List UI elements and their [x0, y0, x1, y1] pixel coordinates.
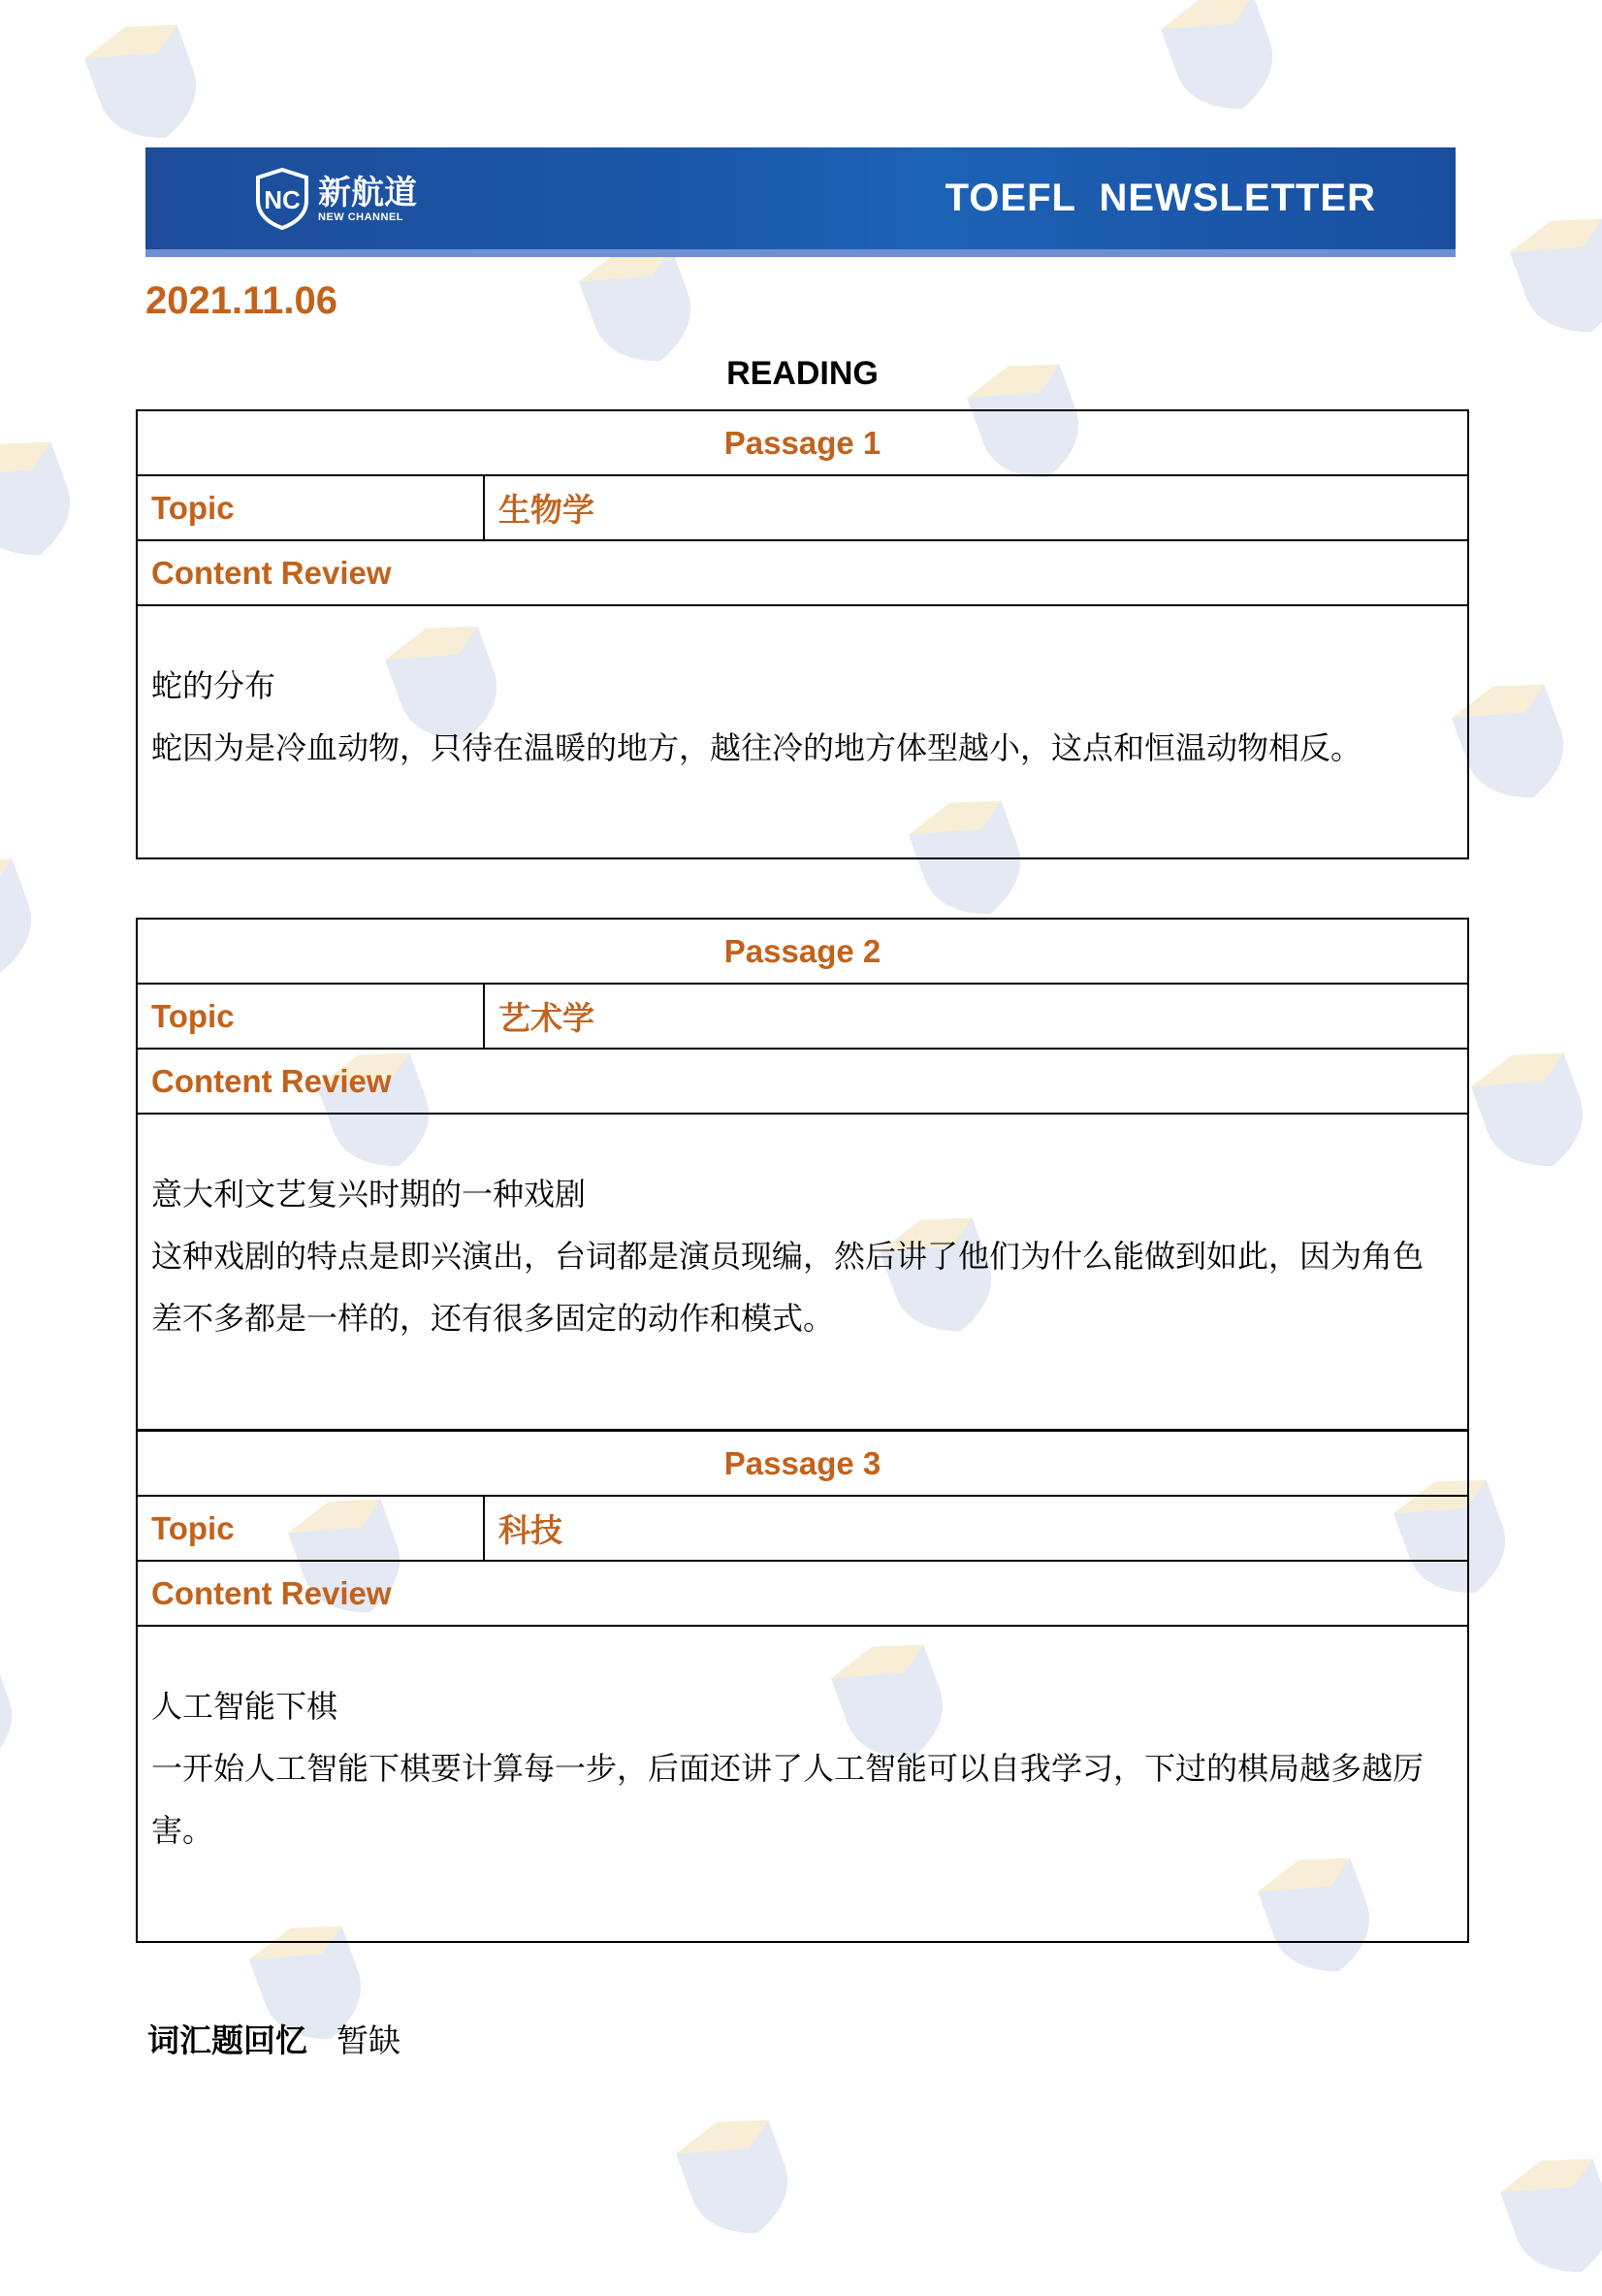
watermark-logo	[660, 2098, 813, 2256]
newsletter-banner	[145, 147, 1456, 257]
content-review-label: Content Review	[151, 1062, 392, 1099]
watermark-logo	[1485, 2137, 1602, 2295]
watermark-logo	[0, 1633, 38, 1791]
passage-table-1	[136, 409, 1469, 859]
content-review-label: Content Review	[151, 1574, 392, 1611]
brand-logo	[254, 165, 417, 233]
watermark-logo	[0, 2069, 18, 2227]
brand-name-en: NEW CHANNEL	[318, 211, 403, 223]
topic-label: Topic	[138, 476, 485, 539]
nc-shield-icon	[69, 3, 221, 161]
content-review-label: Content Review	[151, 554, 392, 591]
watermark-logo	[69, 3, 221, 161]
section-title: READING	[726, 355, 879, 392]
nc-shield-icon	[0, 837, 57, 995]
watermark-logo	[1456, 1031, 1602, 1189]
content-review-body	[138, 1627, 1467, 1861]
vocab-value: 暂缺	[336, 2021, 400, 2059]
content-line: 意大利文艺复兴时期的一种戏剧	[151, 1176, 587, 1213]
nc-shield-icon	[0, 420, 96, 578]
passage-heading: Passage 1	[723, 424, 881, 461]
nc-shield-icon	[660, 2098, 813, 2256]
nc-shield-icon	[0, 1633, 38, 1791]
content-line: 人工智能下棋	[151, 1688, 338, 1725]
vocab-label: 词汇题回忆	[147, 2021, 307, 2059]
passage-heading: Passage 2	[723, 932, 881, 969]
topic-label: Topic	[138, 985, 485, 1048]
nc-shield-icon	[254, 168, 310, 230]
watermark-logo	[0, 420, 96, 578]
content-review-body	[138, 606, 1467, 779]
watermark-logo	[1145, 0, 1298, 133]
nc-shield-icon	[1456, 1031, 1602, 1189]
watermark-logo	[0, 1274, 18, 1432]
nc-shield-icon	[1145, 0, 1298, 133]
topic-label: Topic	[138, 1497, 485, 1560]
nc-shield-icon	[1494, 197, 1602, 355]
watermark-logo	[0, 837, 57, 995]
passage-heading: Passage 3	[723, 1444, 881, 1481]
brand-name-cn: 新航道	[318, 174, 417, 212]
content-line: 这种戏剧的特点是即兴演出，台词都是演员现编，然后讲了他们为什么能做到如此，因为角色差不多都是一样的，还有很多固定的动作和模式。	[151, 1238, 1425, 1337]
content-line: 蛇的分布	[151, 667, 276, 704]
logo-monogram: NC	[264, 185, 301, 214]
nc-shield-icon	[1485, 2137, 1602, 2295]
nc-shield-icon	[0, 1274, 18, 1432]
newsletter-title: TOEFL NEWSLETTER	[945, 177, 1376, 219]
content-line: 蛇因为是冷血动物，只待在温暖的地方，越往冷的地方体型越小，这点和恒温动物相反。	[151, 729, 1362, 766]
topic-value: 科技	[498, 1511, 562, 1549]
passage-table-2-3	[136, 918, 1469, 1943]
topic-value: 艺术学	[498, 999, 594, 1037]
watermark-logo	[1494, 197, 1602, 355]
content-review-body	[138, 1115, 1467, 1429]
content-line: 一开始人工智能下棋要计算每一步，后面还讲了人工智能可以自我学习，下过的棋局越多越厉害。	[151, 1750, 1425, 1849]
topic-value: 生物学	[498, 491, 594, 529]
issue-date: 2021.11.06	[145, 279, 337, 322]
vocab-recall	[147, 2016, 400, 2061]
nc-shield-icon	[0, 2069, 18, 2227]
